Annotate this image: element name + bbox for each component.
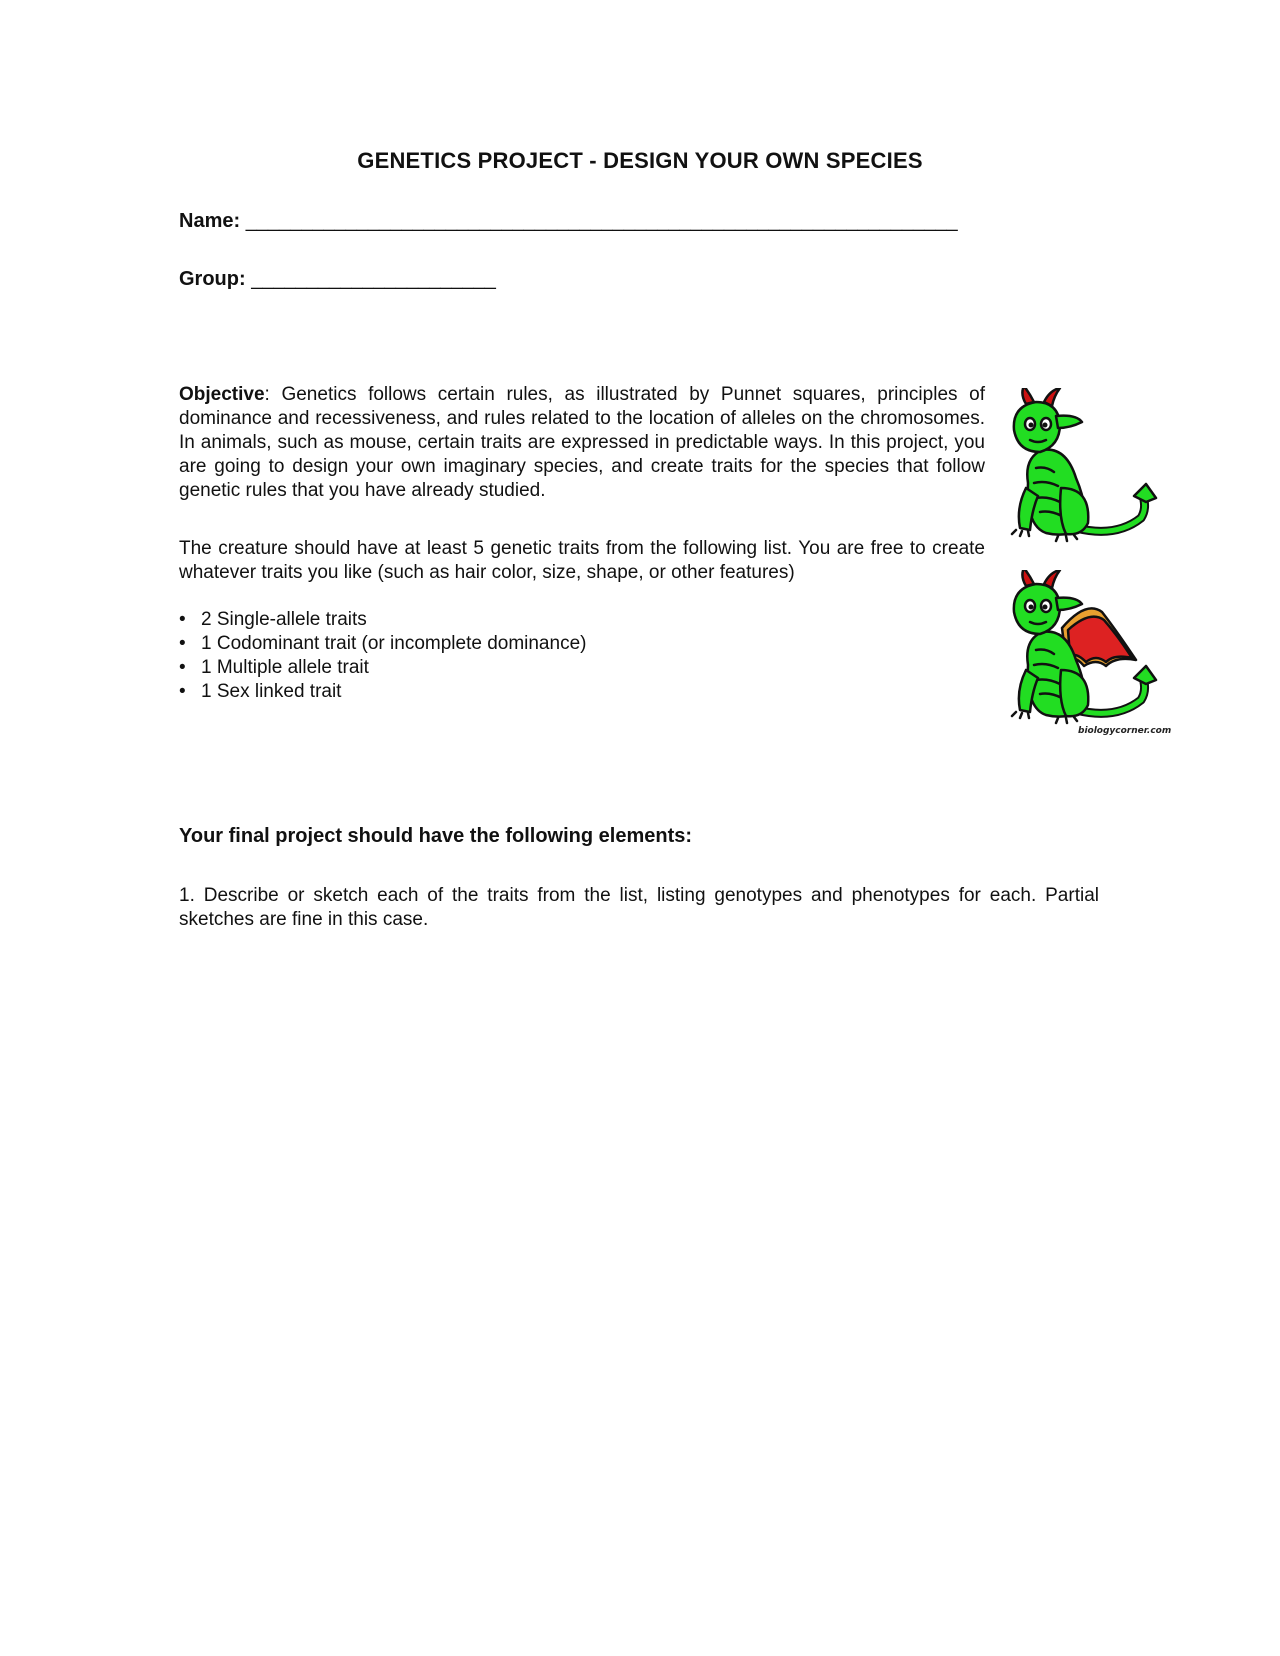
bullet-icon: • bbox=[179, 681, 186, 702]
objective-label: Objective bbox=[179, 384, 265, 405]
objective-paragraph bbox=[179, 383, 985, 503]
creature-paragraph: The creature should have at least 5 genetic traits from the following list. You are free to create whatever traits you like (such as hair color, size, shape, or other features) bbox=[179, 538, 985, 583]
list-item: • 1 Codominant trait (or incomplete dominance) bbox=[179, 633, 587, 654]
final-project-heading: Your final project should have the following elements: bbox=[179, 825, 693, 847]
traits-list bbox=[179, 608, 586, 704]
page-title: GENETICS PROJECT - DESIGN YOUR OWN SPECIES bbox=[357, 148, 923, 173]
group-field bbox=[179, 268, 496, 291]
list-item: • 1 Sex linked trait bbox=[179, 681, 342, 702]
name-label: Name: bbox=[179, 210, 241, 232]
bullet-icon: • bbox=[179, 609, 186, 630]
objective-text: : Genetics follows certain rules, as illustrated by Punnet squares, principles of dominance and recessiveness, and rules related to the location of alleles on the chromosomes. In animals, such as mouse, certain traits are expressed in predictable ways. In this project, you are going to design your own imaginary species, and create traits for the species that follow genetic rules that you have already studied. bbox=[179, 384, 985, 501]
group-blank-line: ______________________ bbox=[251, 268, 496, 290]
bullet-icon: • bbox=[179, 633, 186, 654]
dragon-icon bbox=[1006, 388, 1166, 553]
name-blank-line: ________________________________________________________________ bbox=[245, 210, 958, 232]
list-item: • 1 Multiple allele trait bbox=[179, 657, 369, 678]
watermark-text: biologycorner.com bbox=[1078, 726, 1172, 736]
list-item: • 2 Single-allele traits bbox=[179, 609, 367, 630]
step-1-paragraph: 1. Describe or sketch each of the traits from the list, listing genotypes and phenotypes for each. Partial sketches are fine in this case. bbox=[179, 885, 1099, 930]
bullet-icon: • bbox=[179, 657, 186, 678]
name-field bbox=[179, 210, 958, 233]
winged-dragon-icon bbox=[1006, 570, 1166, 735]
group-label: Group: bbox=[179, 268, 246, 290]
